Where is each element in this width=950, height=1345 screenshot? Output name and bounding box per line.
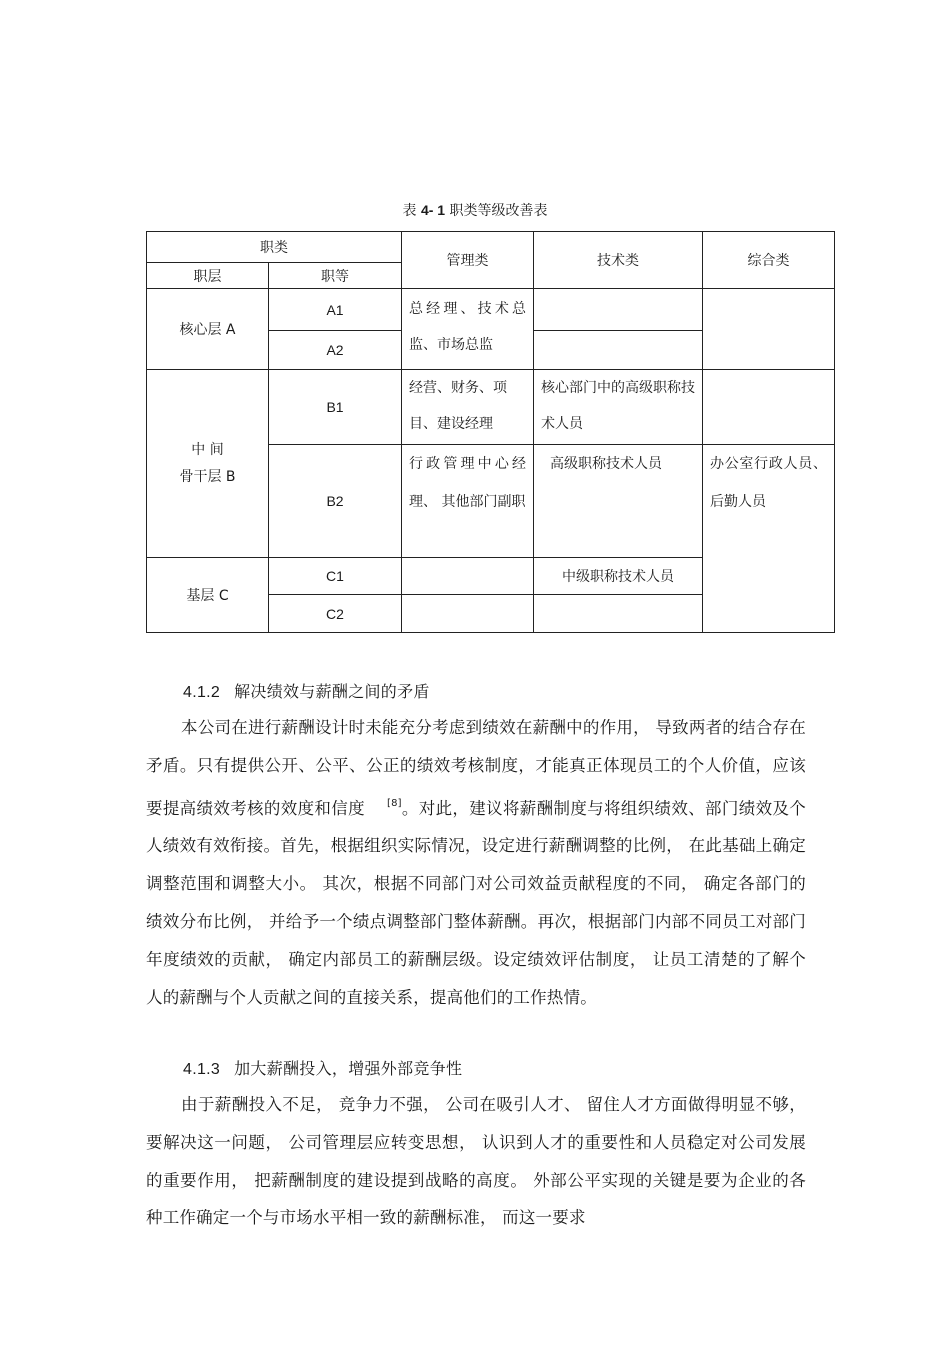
core-layer-label: 核心层 A	[179, 322, 236, 338]
header-general: 综合类	[703, 232, 835, 289]
a-general-cell	[703, 289, 835, 370]
c2-management-cell	[402, 595, 534, 633]
c1-technical-cell	[534, 558, 703, 595]
table-caption-title: 职类等级改善表	[449, 203, 548, 219]
c1-technical-text: 中级职称技术人员	[562, 569, 674, 585]
a-management-text: 总经理、技术总监、市场总监	[409, 301, 526, 353]
section-4-1-3-title: 加大薪酬投入，增强外部竞争性	[234, 1059, 463, 1078]
base-layer-label: 基层 C	[186, 588, 229, 604]
section-4-1-3-paragraph: 由于薪酬投入不足， 竞争力不强， 公司在吸引人才、 留住人才方面做得明显不够，要解决这一问题， 公司管理层应转变思想， 认识到人才的重要性和人员稳定对公司发展的重要作用， 把薪酬制度的建设提到战略的高度。 外部公平实现的关键是要为企业的各种工作确定一个与市场水平相一致的薪酬标准， 而这一要求	[146, 1095, 806, 1228]
b1-technical-text: 核心部门中的高级职称技术人员	[541, 380, 695, 432]
section-4-1-2-text-2: 。对此，建议将薪酬制度与将组织绩效、部门绩效及个人绩效有效衔接。首先，根据组织实际情况，设定进行薪酬调整的比例， 在此基础上确定调整范围和调整大小。 其次，根据不同部门对公司效益贡献程度的不同， 确定各部门的绩效分布比例， 并给予一个绩点调整部门整体薪酬。再次，根据部门内部不同员工对部门年度绩效的贡献， 确定内部员工的薪酬层级。设定绩效评估制度， 让员工清楚的了解个人的薪酬与个人贡献之间的直接关系，提高他们的工作热情。	[146, 798, 806, 1007]
a1-technical-cell	[534, 289, 703, 331]
header-management: 管理类	[402, 232, 534, 289]
grade-c1: C1	[269, 558, 402, 595]
header-layer: 职层	[147, 263, 269, 289]
a2-technical-cell	[534, 331, 703, 370]
header-technical: 技术类	[534, 232, 703, 289]
b1-general-cell	[703, 370, 835, 445]
citation-8: [8]	[386, 797, 402, 809]
grade-b2: B2	[269, 445, 402, 558]
b1-management-text: 经营、财务、项目、建设经理	[409, 380, 507, 432]
table-caption-number: 4- 1	[420, 202, 446, 218]
grade-b1: B1	[269, 370, 402, 445]
table-caption	[0, 200, 950, 220]
section-4-1-2-title: 解决绩效与薪酬之间的矛盾	[234, 682, 430, 701]
section-4-1-3-number: 4.1.3	[183, 1061, 221, 1078]
b1-management-cell	[402, 370, 534, 445]
b2-technical-cell	[534, 445, 703, 558]
b2-management-cell	[402, 445, 534, 558]
base-layer-cell	[147, 558, 269, 633]
middle-layer-line1: 中 间	[191, 441, 224, 458]
section-4-1-2-number: 4.1.2	[183, 684, 221, 701]
b1-technical-cell	[534, 370, 703, 445]
grade-a2: A2	[269, 331, 402, 370]
a-management-cell	[402, 289, 534, 370]
b2-general-text: 办公室行政人员、 后勤人员	[710, 456, 827, 510]
grade-c2: C2	[269, 595, 402, 633]
core-layer-cell	[147, 289, 269, 370]
section-4-1-2-paragraph	[146, 709, 806, 1016]
c2-technical-cell	[534, 595, 703, 633]
c1-management-cell	[402, 558, 534, 595]
b2-management-text: 行政管理中心经理、 其他部门副职	[409, 456, 526, 510]
section-4-1-3-heading	[183, 1056, 462, 1079]
job-category-table	[146, 231, 835, 633]
header-grade: 职等	[269, 263, 402, 289]
section-4-1-2-heading	[183, 679, 430, 702]
middle-layer-cell	[147, 370, 269, 558]
middle-layer-line2: 骨干层 B	[179, 468, 236, 485]
b2-general-cell	[703, 445, 835, 633]
grade-a1: A1	[269, 289, 402, 331]
header-category: 职类	[147, 232, 402, 263]
table-caption-prefix: 表	[402, 203, 417, 219]
b2-technical-text: 高级职称技术人员	[550, 456, 662, 472]
section-4-1-2-text-1: 本公司在进行薪酬设计时未能充分考虑到绩效在薪酬中的作用， 导致两者的结合存在矛盾。只有提供公开、公平、公正的绩效考核制度，才能真正体现员工的个人价值，应该要提高绩效考核的效度和信度	[146, 718, 806, 818]
